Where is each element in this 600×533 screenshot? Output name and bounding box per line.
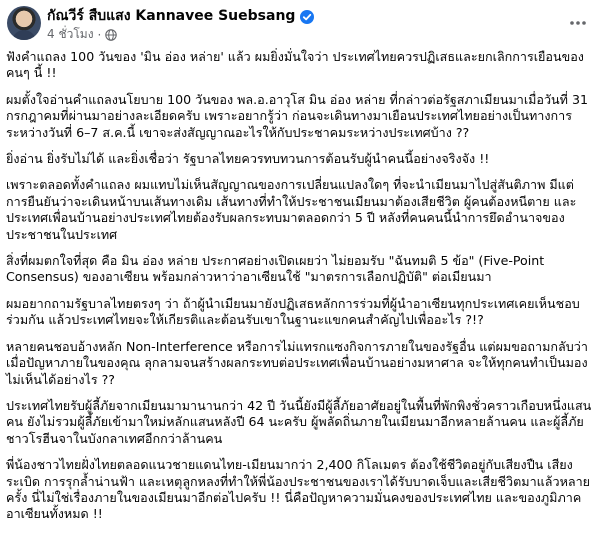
verified-badge-icon: [300, 9, 314, 23]
post-paragraph: ผมอยากถามรัฐบาลไทยตรงๆ ว่า ถ้าผู้นำเมียนมายังปฏิเสธหลักการร่วมที่ผู้นำอาเซียนทุกประเทศเคยเห็นชอบร่วมกัน แล้วประเทศไทยจะให้เกียรติและต้อนรับเขาในฐานะแขกคนสำคัญไปเพื่ออะไร ?!?: [6, 295, 580, 328]
author-avatar[interactable]: [7, 6, 41, 40]
post-paragraph: ยิ่งอ่าน ยิ่งรับไม่ได้ และยิ่งเชื่อว่า รัฐบาลไทยควรทบทวนการต้อนรับผู้นำคนนี้อย่างจริงจัง !!: [6, 151, 490, 167]
post-paragraph: ฟังคำแถลง 100 วันของ 'มิน อ่อง หล่าย' แล้ว ผมยิ่งมั่นใจว่า ประเทศไทยควรปฏิเสธและยกเลิกการเยือนของคนๆ นี้ !!: [6, 49, 584, 81]
post-timestamp[interactable]: 4 ชั่วโมง: [47, 27, 94, 41]
post-body: [6, 49, 594, 533]
post-paragraph: สิ่งที่ผมตกใจที่สุด คือ มิน อ่อง หล่าย ประกาศอย่างเปิดเผยว่า ไม่ยอมรับ "ฉันทมติ 5 ข้อ" (Five-Point Consensus) ของอาเซียน พร้อมกล่าวหาว่าอาเซียนใช้ "มาตรการเลือกปฏิบัติ" ต่อเมียนมา: [6, 253, 545, 285]
post-paragraph: ประเทศไทยรับผู้ลี้ภัยจากเมียนมามานานกว่า 42 ปี วันนี้ยังมีผู้ลี้ภัยอาศัยอยู่ในพื้นที่พักพิงชั่วคราวเกือบหนึ่งแสนคน ยังไม่รวมผู้ลี้ภัยเข้ามาใหม่หลักแสนหลังปี 64 นะครับ ผู้พลัดถิ่นภายในเมียนมาอีกหลายล้านคน และผู้ลี้ภัยชาวโรฮีนจาในบังกลาเทศอีกกว่าล้านคน: [6, 397, 592, 446]
post-paragraph: หลายคนชอบอ้างหลัก Non-Interference หรือการไม่แทรกแซงกิจการภายในของรัฐอื่น แต่ผมขอถามกลับว่า เมื่อปัญหาภายในของคุณ ลุกลามจนสร้างผลกระทบต่อประเทศเพื่อนบ้านอย่างมหาศาล จะให้ทุกคนทำเป็นมองไม่เห็นได้อย่างไร ??: [6, 338, 588, 387]
avatar-shirt-shape: [12, 30, 36, 40]
globe-icon[interactable]: [105, 29, 117, 41]
post-paragraph: ผมตั้งใจอ่านคำแถลงนโยบาย 100 วันของ พล.อ.อาวุโส มิน อ่อง หล่าย ที่กล่าวต่อรัฐสภาเมียนมาเมื่อวันที่ 31 กรกฎาคมที่ผ่านมาอย่างละเอียดครับ เพราะอยากรู้ว่า ก่อนจะเดินทางมาเยือนประเทศไทยอย่างเป็นทางการระหว่างวันที่ 6–7 ส.ค.นี้ เขาจะส่งสัญญาณอะไรให้กับประชาคมระหว่างประเทศบ้าง ??: [6, 91, 588, 140]
post-paragraph: เพราะตลอดทั้งคำแถลง ผมแทบไม่เห็นสัญญาณของการเปลี่ยนแปลงใดๆ ที่จะนำเมียนมาไปสู่สันติภาพ มีแต่การยืนยันว่าจะเดินหน้าบนเส้นทางเดิม เส้นทางที่ทำให้ประชาชนเมียนมาต้องเสียชีวิต ผู้คนต้องหนีตาย และประเทศเพื่อนบ้านอย่างประเทศไทยต้องรับผลกระทบมาตลอดกว่า 5 ปี หลังที่คนคนนี้นำการยึดอำนาจของประชาชนในประเทศ: [6, 177, 577, 242]
post-paragraph: พี่น้องชาวไทยฝั่งไทยตลอดแนวชายแดนไทย-เมียนมากว่า 2,400 กิโลเมตร ต้องใช้ชีวิตอยู่กับเสียงปืน เสียงระเบิด การรุกล้ำน่านฟ้า และเหตุลูกหลงที่ทำให้พี่น้องประชาชนของเราได้รับบาดเจ็บและเสียชีวิตมาแล้วหลายครั้ง นี่ไม่ใช่เรื่องภายในของเมียนมาอีกต่อไปครับ !! นี่คือปัญหาความมั่นคงของประเทศไทย และของภูมิภาคอาเซียนทั้งหมด !!: [6, 457, 591, 522]
meta-separator: ·: [97, 27, 102, 42]
post-meta: [47, 25, 117, 44]
more-options-icon: [569, 11, 587, 30]
post-header: [0, 0, 600, 48]
author-row: [47, 5, 314, 27]
more-options-button[interactable]: [566, 10, 590, 30]
author-name[interactable]: กัณวีร์ สืบแสง Kannavee Suebsang: [47, 8, 296, 24]
